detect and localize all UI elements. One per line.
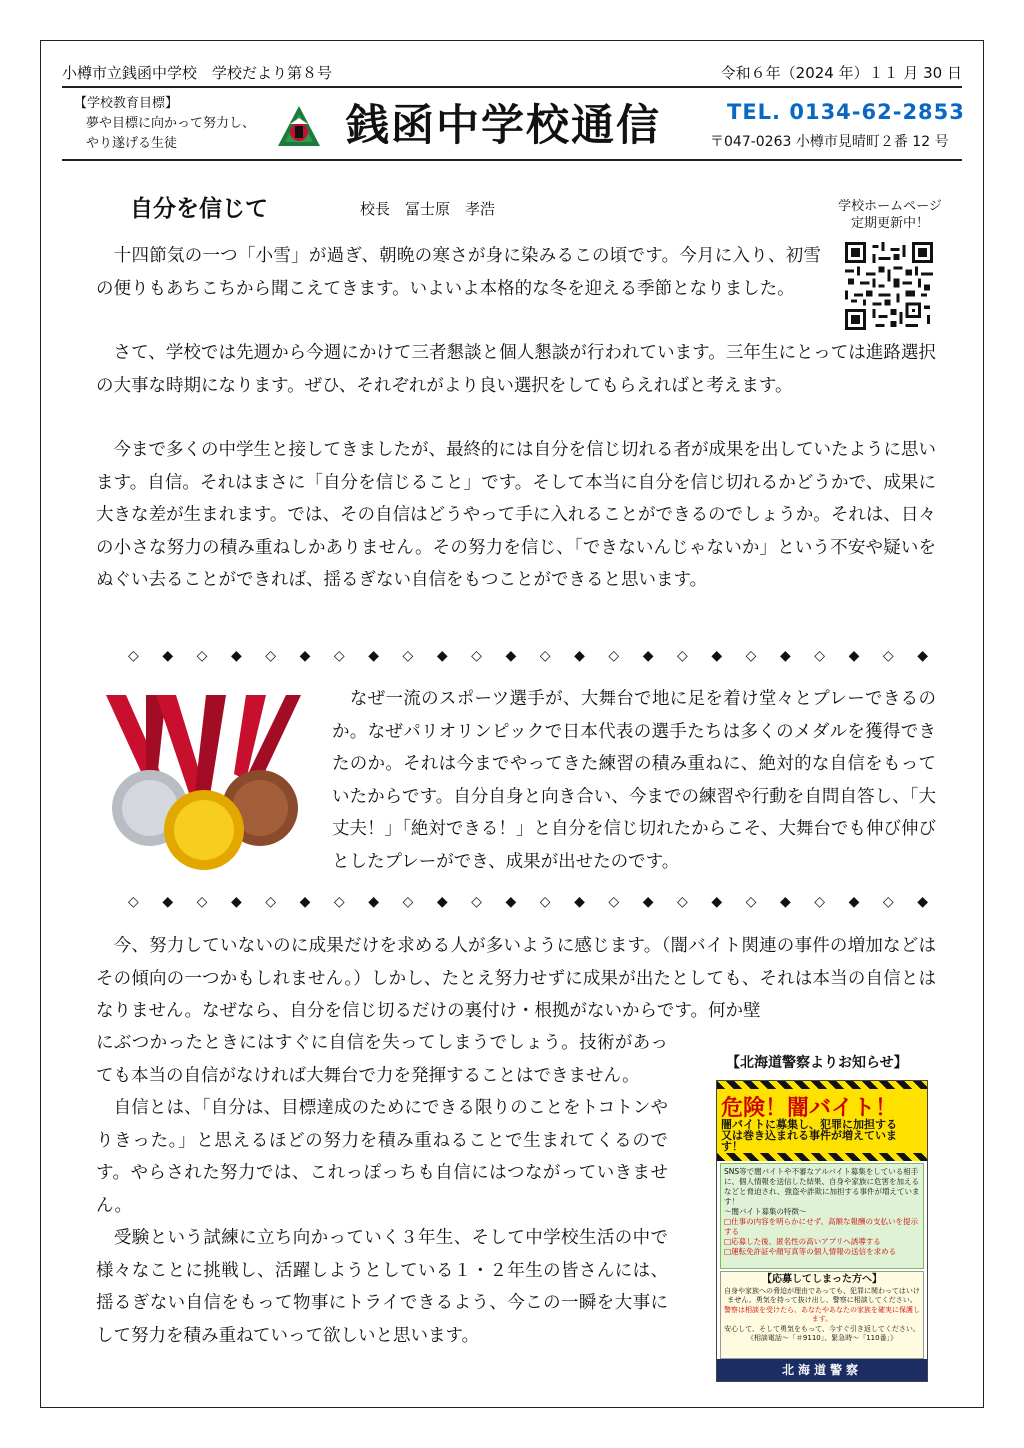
poster-body [720,1163,924,1269]
article-title: 自分を信じて [130,196,268,222]
divider-diamond: ◇ [539,648,551,664]
divider-diamond: ◇ [471,648,482,664]
divider-diamond: ◇ [745,894,757,910]
divider-diamond: ◆ [368,648,379,664]
homepage-line-1: 学校ホームページ [838,199,942,214]
divider-diamond: ◇ [402,648,414,664]
divider-diamond: ◆ [642,648,654,664]
divider-diamond: ◇ [333,648,345,664]
poster-applied-text-2: 安心して、そして勇気をもって、今すぐ引き返してください。 [724,1324,920,1333]
school-address: 〒047-0263 小樽市見晴町２番 12 号 [710,134,949,150]
poster-applied [720,1271,924,1359]
school-goal [74,94,255,154]
homepage-note [820,198,960,232]
paragraph-1: 十四節気の一つ「小雪」が過ぎ、朝晩の寒さが身に染みるこの頃です。今月に入り、初雪の便りもあちこちから聞こえてきます。いよいよ本格的な冬を迎える季節となりました。 [96,246,821,299]
divider-diamond: ◇ [882,894,894,910]
poster-feature: □運転免許証や顔写真等の個人情報の送信を求める [724,1247,897,1256]
poster-feature: □応募した後、匿名性の高いアプリへ誘導する [724,1237,881,1246]
poster-phone: 《相談電話〜「＃9110」、緊急時〜「110番」》 [746,1334,898,1342]
divider-diamond: ◇ [745,648,757,664]
poster-applied-red: 警察は相談を受けたら、あなたやあなたの家族を確実に保護します。 [724,1305,920,1323]
goal-title: 【学校教育目標】 [74,96,179,111]
poster-subtitle: 闇バイトに募集し、犯罪に加担する又は巻き込まれる事件が増えています！ [721,1118,897,1153]
paragraph-3: 今まで多くの中学生と接してきましたが、最終的には自分を信じ切れる者が成果を出していたように思います。自信。それはまさに「自分を信じること」です。そして本当に自分を信じ切れるかどうかで、成果に大きな差が生まれます。では、その自信はどうやって手に入れることができるのでしょうか。それは、日々の小さな努力の積み重ねしかありません。その努力を信じ、「できないんじゃないか」という不安や疑いをぬぐい去ることができれば、揺るぎない自信をもつことができると思います。 [96,440,936,590]
divider-diamond: ◆ [368,894,379,910]
phone-number: TEL. 0134-62-2853 [727,100,965,124]
divider-diamond: ◇ [265,894,277,910]
divider-diamond: ◇ [677,648,688,664]
goal-line-1: 夢や目標に向かって努力し、 [86,116,256,131]
paragraph-5: 今、努力していないのに成果だけを求める人が多いように感じます。（闇バイト関連の事件の増加などはその傾向の一つかもしれません。）しかし、たとえ努力せずに成果が出たとしても、それは本当の自信とはなりません。なぜなら、自分を信じ切るだけの裏付け・根拠がないからです。何か壁 [96,936,936,1021]
poster-body-text: SNS等で闇バイトや不審なアルバイト募集をしている相手に、個人情報を送信した結果、自身や家族に危害を加えるなどと脅迫され、強盗や詐欺に加担する事件が増えています！ [724,1167,920,1206]
poster-feature: □仕事の内容を明らかにせず、高額な報酬の支払いを提示する [724,1217,918,1236]
divider-diamond: ◆ [162,648,174,664]
divider-diamond: ◇ [539,894,551,910]
divider-diamond: ◆ [848,648,860,664]
header-rule-bottom [62,159,962,161]
divider-diamond: ◆ [162,894,174,910]
newsletter-title: 銭函中学校通信 [346,101,661,151]
divider-diamond: ◆ [848,894,860,910]
divider-diamond: ◆ [711,648,723,664]
issue-date: 令和６年（2024 年）１１ 月 30 日 [720,64,962,82]
divider-diamond: ◇ [402,894,414,910]
poster-features-title: 〜闇バイト募集の特徴〜 [724,1207,807,1216]
school-issue: 小樽市立銭函中学校 学校だより第８号 [62,64,333,82]
divider-diamond: ◆ [917,648,928,664]
header-rule-top [62,86,962,88]
divider-diamond: ◇ [128,648,139,664]
divider-diamond: ◇ [677,894,688,910]
police-notice-heading: 【北海道警察よりお知らせ】 [726,1055,908,1071]
divider-diamond: ◇ [814,894,826,910]
divider-diamond: ◇ [196,894,208,910]
diamond-divider-top [96,648,928,664]
divider-diamond: ◆ [436,894,448,910]
poster-top [717,1081,927,1161]
divider-diamond: ◆ [505,648,517,664]
divider-diamond: ◆ [642,894,654,910]
divider-diamond: ◆ [574,648,585,664]
poster-footer: 北海道警察 [717,1359,927,1381]
qr-code-icon[interactable] [845,242,933,330]
divider-diamond: ◆ [779,894,791,910]
police-poster [716,1080,928,1382]
paragraph-2: さて、学校では先週から今週にかけて三者懇談と個人懇談が行われています。三年生にとっては進路選択の大事な時期になります。ぜひ、それぞれがより良い選択をしてもらえればと考えます。 [96,343,936,396]
paragraph-sports: なぜ一流のスポーツ選手が、大舞台で地に足を着け堂々とプレーできるのか。なぜパリオリンピックで日本代表の選手たちは多くのメダルを獲得できたのか。それは今までやってきた練習の積み重ねに、絶対的な自信をもっていたからです。自分自身と向き合い、今までの練習や行動を自問自答し、「大丈夫！」「絶対できる！」と自分を信じ切れたからこそ、大舞台でも伸び伸びとしたプレーができ、成果が出せたのです。 [332,689,936,872]
divider-diamond: ◆ [230,648,242,664]
poster-applied-text: 自身や家族への脅迫が理由であっても、犯罪に関わってはいけません。勇気を持って抜け出し、警察に相談してください。 [724,1286,920,1304]
medals-icon [96,690,306,870]
divider-diamond: ◆ [505,894,517,910]
divider-diamond: ◆ [299,894,311,910]
divider-diamond: ◇ [814,648,826,664]
homepage-line-2: 定期更新中！ [850,216,929,231]
divider-diamond: ◆ [436,648,448,664]
divider-diamond: ◇ [196,648,208,664]
article-author: 校長 冨士原 孝浩 [360,200,496,218]
divider-diamond: ◆ [917,894,928,910]
divider-diamond: ◆ [299,648,311,664]
paragraph-6: にぶつかったときにはすぐに自信を失ってしまうでしょう。技術があっても本当の自信がなければ大舞台で力を発揮することはできません。 自信とは、「自分は、目標達成のためにできる限りのことをトコトンやりきった。」と思えるほどの努力を積み重ねることで生まれてくるのです。やらされた努力では、これっぽっちも自信にはつながっていきません。 受験という試練に立ち向かっていく３年生、そして中学校生活の中で様々なことに挑戦し、活躍しようとしている１・２年生の皆さんには、揺るぎない自信をもって物事にトライできるよう、今この一瞬を大事にして努力を積み重ねていって欲しいと思います。 [96,1033,668,1346]
divider-diamond: ◇ [128,894,139,910]
divider-diamond: ◇ [608,894,620,910]
divider-diamond: ◇ [333,894,345,910]
hazard-stripe-bottom [717,1153,927,1161]
school-emblem-icon [276,104,322,150]
divider-diamond: ◇ [471,894,482,910]
goal-line-2: やり遂げる生徒 [86,136,178,151]
diamond-divider-bottom [96,894,928,910]
divider-diamond: ◇ [882,648,894,664]
poster-applied-title: 【応募してしまった方へ】 [762,1274,882,1285]
divider-diamond: ◆ [711,894,723,910]
divider-diamond: ◇ [608,648,620,664]
divider-diamond: ◇ [265,648,277,664]
divider-diamond: ◆ [574,894,585,910]
divider-diamond: ◆ [230,894,242,910]
hazard-stripe [717,1081,927,1089]
poster-danger-title: 危険！闇バイト！ [721,1096,898,1121]
divider-diamond: ◆ [779,648,791,664]
